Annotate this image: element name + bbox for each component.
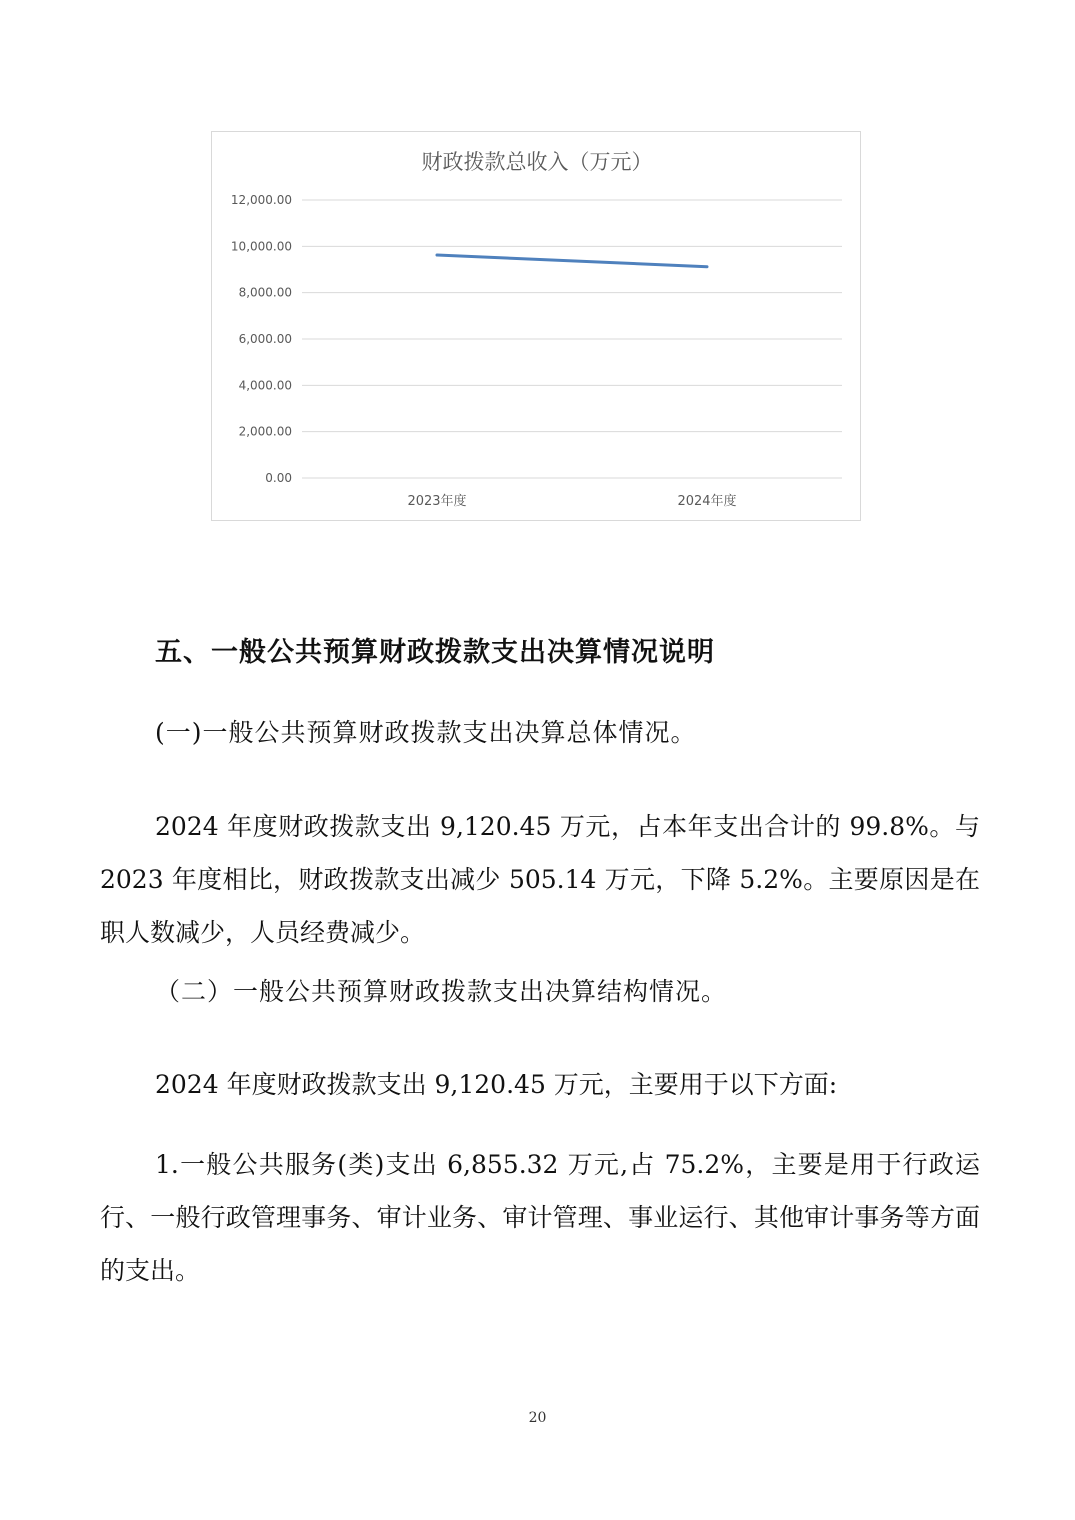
y-tick-label: 0.00 — [265, 471, 292, 485]
y-tick-label: 10,000.00 — [230, 239, 292, 254]
page-number: 20 — [528, 1410, 547, 1426]
paragraph-public-services: 1.一般公共服务(类)支出 6,855.32 万元,占 75.2%，主要是用于行政运行、一般行政管理事务、审计业务、审计管理、事业运行、其他审计事务等方面的支出。 — [100, 1150, 980, 1285]
y-tick-label: 2,000.00 — [238, 424, 292, 439]
series-line — [437, 255, 707, 267]
y-tick-label: 12,000.00 — [230, 193, 292, 207]
paragraph-overall: 2024 年度财政拨款支出 9,120.45 万元，占本年支出合计的 99.8%。与 2023 年度相比，财政拨款支出减少 505.14 万元，下降 5.2%。主要原因是在职人数减少，人员经费减少。 — [100, 812, 980, 947]
subsection-heading-structure: （二）一般公共预算财政拨款支出决算结构情况。 — [155, 977, 728, 1006]
y-tick-label: 8,000.00 — [238, 285, 292, 300]
subsection-heading-overall: (一)一般公共预算财政拨款支出决算总体情况。 — [155, 718, 697, 747]
x-category-label: 2024年度 — [677, 494, 737, 509]
y-tick-label: 4,000.00 — [238, 378, 292, 393]
y-tick-label: 6,000.00 — [238, 332, 292, 346]
paragraph-structure-intro: 2024 年度财政拨款支出 9,120.45 万元，主要用于以下方面: — [155, 1070, 838, 1099]
section-heading: 五、一般公共预算财政拨款支出决算情况说明 — [155, 637, 715, 668]
income-chart — [211, 131, 861, 521]
income-line-chart — [212, 132, 862, 522]
x-category-label: 2023年度 — [407, 494, 467, 509]
chart-title: 财政拨款总收入（万元） — [421, 150, 653, 174]
